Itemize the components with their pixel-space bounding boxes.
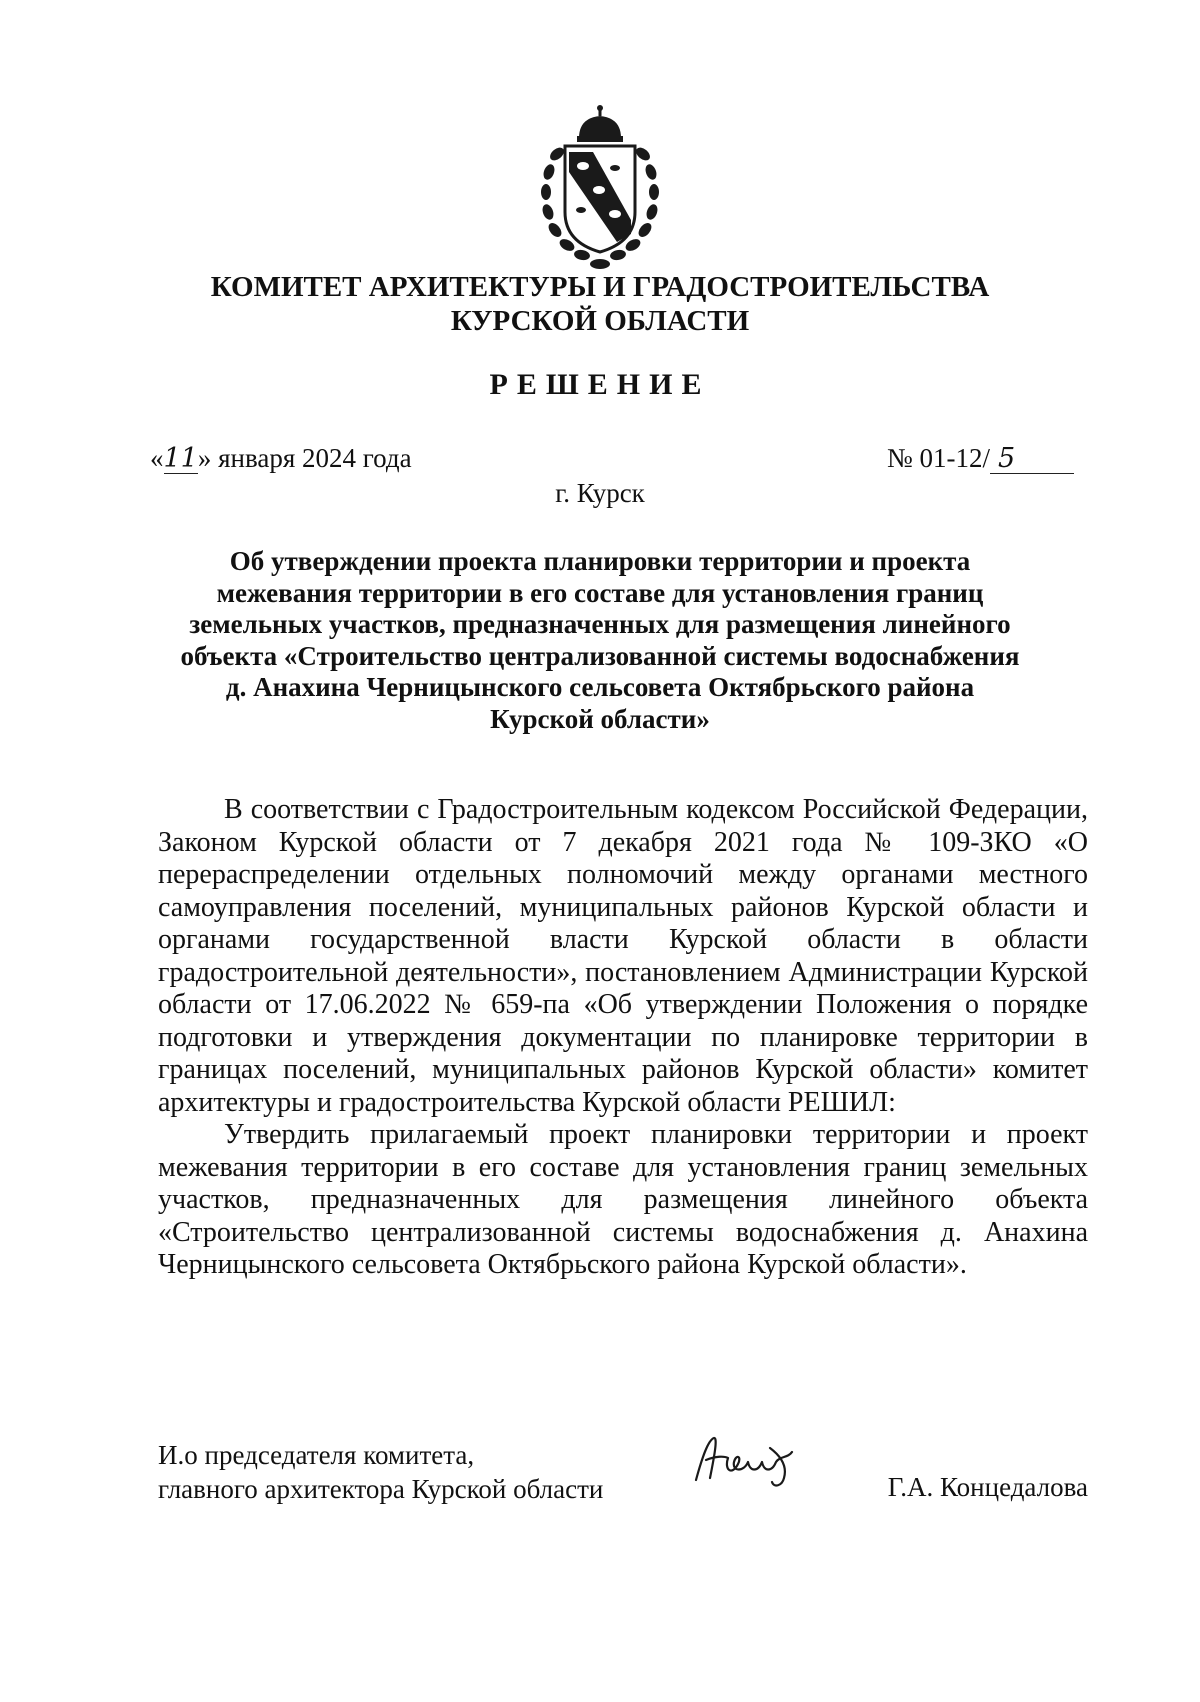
- document-type: РЕШЕНИЕ: [489, 368, 711, 401]
- body-paragraph-resolution: Утвердить прилагаемый проект планировки территории и проект межевания территории в его составе для установления границ земельных участков, предназначенных для размещения линейного объекта «Строительство централизованной системы водоснабжения д. Анахина Черницынского сельсовета Октябрьского района Курской области».: [158, 1119, 1088, 1280]
- document-city: г. Курск: [555, 478, 645, 508]
- subject-line: д. Анахина Черницынского сельсовета Октябрьского района: [225, 672, 975, 702]
- document-body: [158, 794, 1088, 1282]
- signatory-position: [158, 1438, 603, 1506]
- document-subject: [150, 546, 1050, 735]
- document-number-handwritten: 5: [990, 445, 1074, 474]
- document-number: [887, 443, 1074, 474]
- organization-title-line: КУРСКОЙ ОБЛАСТИ: [450, 305, 750, 337]
- subject-line: земельных участков, предназначенных для размещения линейного: [189, 609, 1011, 639]
- subject-line: Об утверждении проекта планировки территории и проекта: [229, 546, 971, 576]
- signatory-position-line: И.о председателя комитета,: [158, 1440, 475, 1470]
- coat-of-arms-icon: [535, 102, 665, 272]
- subject-line: объекта «Строительство централизованной системы водоснабжения: [180, 640, 1020, 671]
- subject-line: межевания территории в его составе для установления границ: [216, 577, 984, 608]
- signatory-position-line: главного архитектора Курской области: [158, 1474, 604, 1504]
- date-day-handwritten: 11: [163, 443, 198, 474]
- date-quote-open: «: [150, 443, 164, 473]
- date-month-year: » января 2024 года: [197, 443, 412, 473]
- document-date: [150, 443, 412, 474]
- document-number-prefix: № 01-12/: [886, 443, 990, 473]
- subject-line: Курской области»: [490, 703, 710, 734]
- handwritten-signature-icon: [688, 1428, 808, 1492]
- signatory-name: Г.А. Концедалова: [887, 1472, 1088, 1502]
- organization-title: [150, 270, 1050, 338]
- body-paragraph-preamble: В соответствии с Градостроительным кодексом Российской Федерации, Законом Курской области от 7 декабря 2021 года № 109-ЗКО «О перераспределении отдельных полномочий между органами местного самоуправления поселений, муниципальных районов Курской области и органами государственной власти Курской области в области градостроительной деятельности», постановлением Администрации Курской области от 17.06.2022 № 659-па «Об утверждении Положения о порядке подготовки и утверждения документации по планировке территории в границах поселений, муниципальных районов Курской области» комитет архитектуры и градостроительства Курской области РЕШИЛ:: [158, 794, 1088, 1118]
- organization-title-line: КОМИТЕТ АРХИТЕКТУРЫ И ГРАДОСТРОИТЕЛЬСТВА: [210, 271, 990, 303]
